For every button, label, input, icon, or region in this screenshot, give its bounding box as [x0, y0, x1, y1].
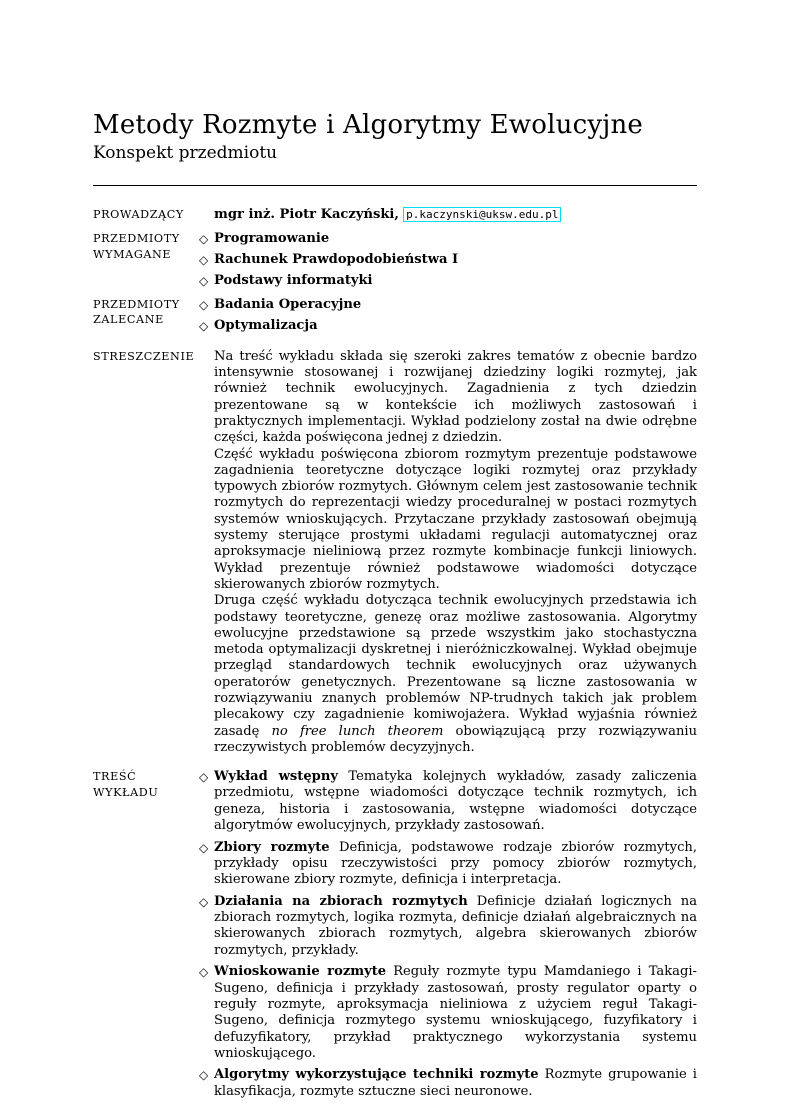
instructor-name: mgr inż. Piotr Kaczyński,: [214, 207, 399, 222]
summary-paragraph: Na treść wykładu składa się szeroki zakres tematów z obecnie bardzo intensywnie stosowanej i rozwijanej dziedziny logiki rozmytej, jak również technik ewolucyjnych. Zagadnienia z tych dziedzin prezentowane są w kontekście ich możliwych zastosowań i praktycznych implementacji. Wykład podzielony został na dwie odrębne części, każda poświęcona jednej z dziedzin.: [214, 348, 697, 446]
list-item: ◇ Wykład wstępny Tematyka kolejnych wykładów, zasady zaliczenia przedmiotu, wstępne wiadomości dotyczące technik rozmytych, ich geneza, historia i zastosowania, wstępne wiadomości dotyczące algorytmów ewolucyjnych, przykłady zastosowań.: [199, 769, 697, 834]
summary-text: [214, 349, 697, 756]
recommended-label-line1: PRZEDMIOTY: [93, 297, 180, 311]
diamond-bullet-icon: ◇: [199, 965, 209, 980]
required-list: [199, 231, 697, 294]
instructor-label: PROWADZĄCY: [93, 208, 184, 221]
content-label: [93, 769, 214, 1105]
recommended-label-line2: ZALECANE: [93, 313, 164, 327]
instructor-value: [214, 207, 697, 223]
diamond-bullet-icon: ◇: [199, 253, 209, 268]
required-label: [93, 231, 214, 294]
diamond-bullet-icon: ◇: [199, 894, 209, 909]
diamond-bullet-icon: ◇: [199, 318, 209, 333]
diamond-bullet-icon: ◇: [199, 770, 209, 785]
diamond-bullet-icon: ◇: [199, 297, 209, 312]
divider: [93, 185, 697, 186]
instructor-email-link[interactable]: p.kaczynski@uksw.edu.pl: [403, 207, 561, 222]
diamond-bullet-icon: ◇: [199, 840, 209, 855]
topic-list: [199, 769, 698, 1105]
recommended-courses-row: [93, 297, 697, 339]
list-item: ◇ Programowanie: [199, 231, 330, 247]
list-item: ◇ Badania Operacyjne: [199, 296, 362, 312]
page-subtitle: Konspekt przedmiotu: [93, 143, 278, 163]
diamond-bullet-icon: ◇: [199, 1068, 209, 1083]
recommended-label: [93, 297, 214, 339]
content-label-line2: WYKŁADU: [93, 785, 159, 799]
summary-paragraph: Część wykładu poświęcona zbiorom rozmytym prezentuje podstawowe zagadnienia teoretyczne dotyczące logiki rozmytej oraz przykłady typowych zbiorów rozmytych. Głównym celem jest zastosowanie technik rozmytych do reprezentacji wiedzy proceduralnej w postaci rozmytych systemów wnioskujących. Przytaczane przykłady zastosowań obejmują systemy sterujące prostymi układami regulacji automatycznej oraz aproksymacje nieliniową przez rozmyte kombinacje funkcji liniowych. Wykład prezentuje również podstawowe wiadomości dotyczące skierowanych zbiorów rozmytych.: [214, 446, 697, 592]
summary-row: [93, 349, 697, 756]
document-page: [93, 110, 697, 1105]
list-item: ◇ Algorytmy wykorzystujące techniki rozmyte Rozmyte grupowanie i klasyfikacja, rozmyte sztuczne sieci neuronowe.: [199, 1067, 697, 1099]
list-item: ◇ Zbiory rozmyte Definicja, podstawowe rodzaje zbiorów rozmytych, przykłady opisu rzeczywistości przy pomocy zbiorów rozmytych, skierowane zbiory rozmyte, definicja i interpretacja.: [199, 839, 697, 888]
summary-label: STRESZCZENIE: [93, 349, 195, 363]
lecture-content-row: [93, 769, 697, 1105]
recommended-list: [199, 296, 697, 339]
list-item: ◇ Rachunek Prawdopodobieństwa I: [199, 252, 459, 268]
required-label-line2: WYMAGANE: [93, 247, 172, 261]
page-title: Metody Rozmyte i Algorytmy Ewolucyjne: [93, 110, 644, 140]
list-item: ◇ Działania na zbiorach rozmytych Definicje działań logicznych na zbiorach rozmytych, logika rozmyta, definicje działań algebraicznych na skierowanych zbiorach rozmytych, algebra skierowanych zbiorów rozmytych, przykłady.: [199, 893, 698, 958]
list-item: ◇ Wnioskowanie rozmyte Reguły rozmyte typu Mamdaniego i Takagi-Sugeno, definicja i przykłady zastosowań, prosty regulator oparty o reguły rozmyte, aproksymacja nieliniowa z użyciem reguł Takagi-Sugeno, definicja rozmytego systemu wnioskującego, fuzyfikatory i defuzyfikatory, przykład praktycznego wykorzystania systemu wnioskującego.: [199, 964, 697, 1061]
list-item: ◇ Optymalizacja: [199, 317, 318, 333]
diamond-bullet-icon: ◇: [199, 274, 209, 289]
required-courses-row: [93, 231, 697, 294]
instructor-row: [93, 207, 697, 223]
diamond-bullet-icon: ◇: [199, 232, 209, 247]
content-label-line1: TREŚĆ: [93, 770, 137, 784]
list-item: ◇ Podstawy informatyki: [199, 273, 373, 289]
required-label-line1: PRZEDMIOTY: [93, 232, 180, 246]
summary-paragraph: Druga część wykładu dotycząca technik ewolucyjnych przedstawia ich podstawy teoretyczne, genezę oraz możliwe zastosowania. Algorytmy ewolucyjne przedstawione są przede wszystkim jako stochastyczna metoda optymalizacji dyskretnej i nieróżniczkowalnej. Wykład obejmuje przegląd standardowych technik ewolucyjnych oraz używanych operatorów genetycznych. Prezentowane są liczne zastosowania w rozwiązywaniu znanych problemów NP-trudnych takich jak problem plecakowy czy zagadnienie komiwojażera. Wykład wyjaśnia również zasadę no free lunch theorem obowiązującą przy rozwiązywaniu rzeczywistych problemów decyzyjnych.: [214, 593, 698, 755]
